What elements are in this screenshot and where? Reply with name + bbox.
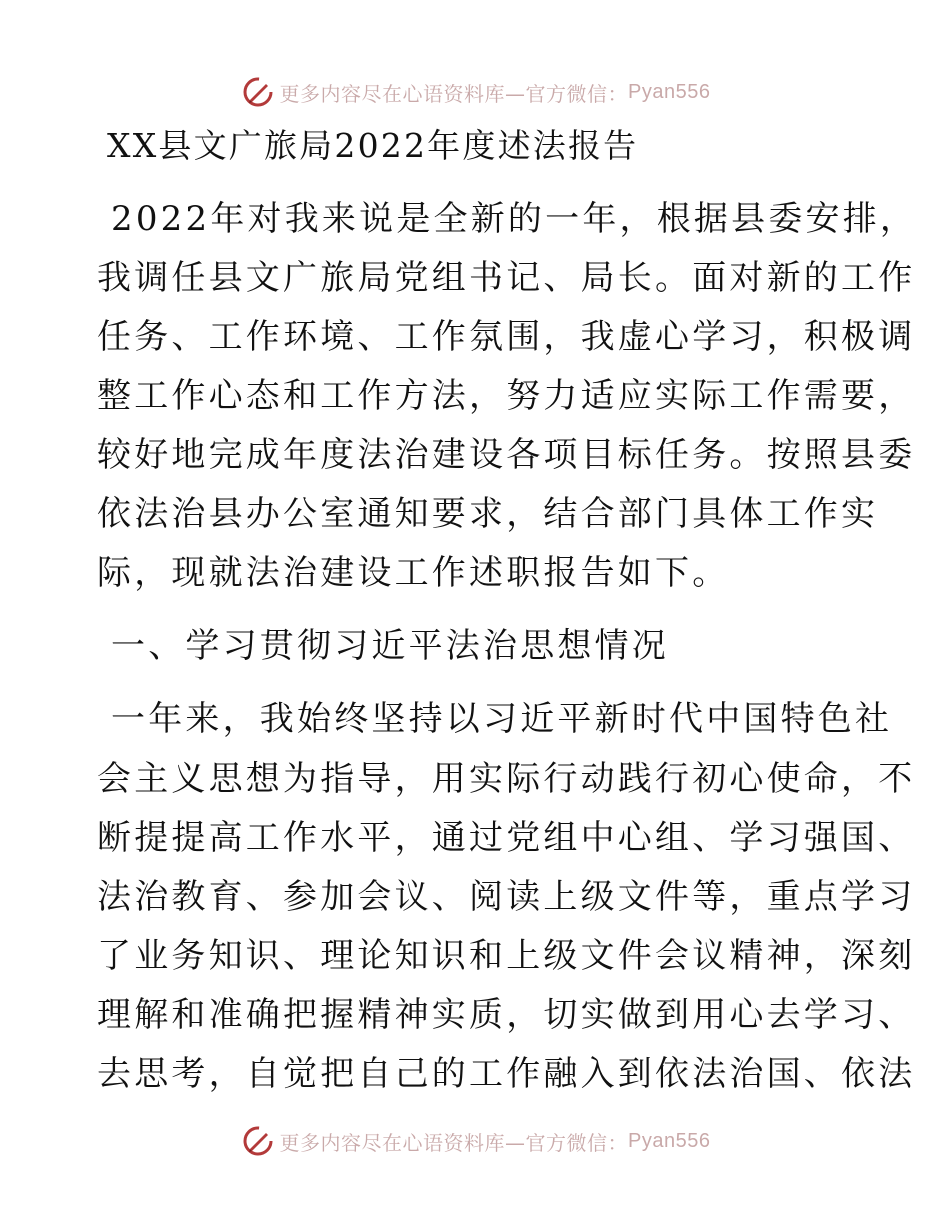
paragraph2-line: 理解和准确把握精神实质，切实做到用心去学习、 <box>97 995 916 1035</box>
paragraph2-line: 会主义思想为指导，用实际行动践行初心使命，不 <box>97 759 916 799</box>
paragraph1-line: 整工作心态和工作方法，努力适应实际工作需要， <box>97 376 916 416</box>
paragraph1-line: 我调任县文广旅局党组书记、局长。面对新的工作 <box>97 258 916 298</box>
watermark-logo-icon <box>240 74 276 110</box>
paragraph1-line: 际，现就法治建设工作述职报告如下。 <box>97 553 730 593</box>
document-title: XX县文广旅局2022年度述法报告 <box>107 126 639 165</box>
paragraph2-line: 去思考，自觉把自己的工作融入到依法治国、依法 <box>97 1054 916 1094</box>
watermark-footer <box>0 1121 950 1161</box>
paragraph1-line: 2022年对我来说是全新的一年，根据县委安排， <box>111 199 918 239</box>
watermark-text: 更多内容尽在心语资料库—官方微信： <box>279 81 629 106</box>
paragraph1-line: 任务、工作环境、工作氛围，我虚心学习，积极调 <box>97 317 916 357</box>
watermark-id: Pyan556 <box>628 1129 711 1152</box>
watermark-logo-icon <box>240 1123 276 1159</box>
watermark-header <box>0 72 950 112</box>
watermark-id: Pyan556 <box>628 80 711 103</box>
paragraph1-line: 依法治县办公室通知要求，结合部门具体工作实 <box>97 494 879 534</box>
paragraph1-line: 较好地完成年度法治建设各项目标任务。按照县委 <box>97 435 916 475</box>
paragraph2-line: 法治教育、参加会议、阅读上级文件等，重点学习 <box>97 877 916 917</box>
section1-heading: 一、学习贯彻习近平法治思想情况 <box>111 626 669 666</box>
paragraph2-line: 了业务知识、理论知识和上级文件会议精神，深刻 <box>97 936 916 976</box>
paragraph2-line: 断提提高工作水平，通过党组中心组、学习强国、 <box>97 818 916 858</box>
watermark-text: 更多内容尽在心语资料库—官方微信： <box>279 1130 629 1155</box>
paragraph2-line: 一年来，我始终坚持以习近平新时代中国特色社 <box>111 699 893 739</box>
